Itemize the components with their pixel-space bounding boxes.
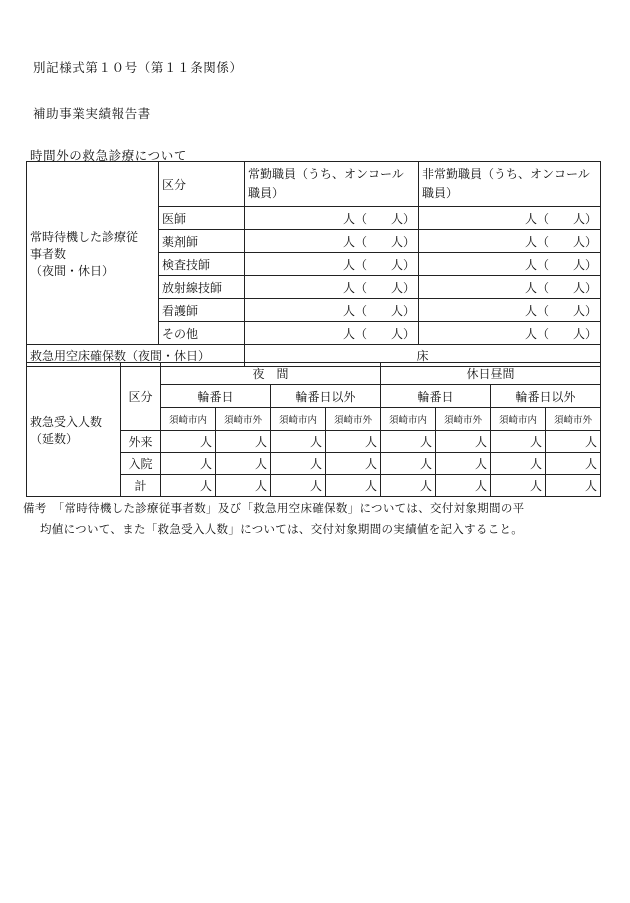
- inside-city-header: 須崎市内: [161, 408, 216, 431]
- night-header: 夜 間: [161, 363, 381, 385]
- patient-count: 人: [381, 453, 436, 475]
- patient-count: 人: [546, 431, 601, 453]
- fulltime-count: 人（ 人）: [245, 299, 419, 322]
- patient-count: 人: [161, 431, 216, 453]
- outside-city-header: 須崎市外: [436, 408, 491, 431]
- section-title: 時間外の救急診療について: [30, 148, 187, 163]
- patient-count: 人: [216, 475, 271, 497]
- staff-role: その他: [159, 322, 245, 345]
- patient-count: 人: [326, 431, 381, 453]
- parttime-header: 非常勤職員（うち、オンコール職員）: [419, 162, 601, 207]
- beds-label: 救急用空床確保数（夜間・休日）: [27, 345, 245, 367]
- patient-count: 人: [326, 475, 381, 497]
- non-duty-day-header: 輪番日以外: [491, 385, 601, 408]
- parttime-count: 人（ 人）: [419, 207, 601, 230]
- outside-city-header: 須崎市外: [546, 408, 601, 431]
- patient-count: 人: [216, 453, 271, 475]
- patient-type: 計: [121, 475, 161, 497]
- patient-count: 人: [271, 453, 326, 475]
- parttime-count: 人（ 人）: [419, 253, 601, 276]
- parttime-count: 人（ 人）: [419, 276, 601, 299]
- patient-count: 人: [161, 475, 216, 497]
- staff-category-header: 区分: [159, 162, 245, 207]
- patient-count: 人: [436, 475, 491, 497]
- non-duty-day-header: 輪番日以外: [271, 385, 381, 408]
- holiday-day-header: 休日昼間: [381, 363, 601, 385]
- fulltime-count: 人（ 人）: [245, 230, 419, 253]
- patient-count: 人: [271, 431, 326, 453]
- staff-role: 放射線技師: [159, 276, 245, 299]
- patient-count: 人: [546, 453, 601, 475]
- note-line-2: 均値について、また「救急受入人数」については、交付対象期間の実績値を記入すること。: [40, 522, 524, 536]
- patient-count: 人: [436, 453, 491, 475]
- staff-role: 検査技師: [159, 253, 245, 276]
- fulltime-count: 人（ 人）: [245, 253, 419, 276]
- patient-count: 人: [491, 453, 546, 475]
- fulltime-count: 人（ 人）: [245, 276, 419, 299]
- fulltime-header: 常勤職員（うち、オンコール職員）: [245, 162, 419, 207]
- patient-type: 外来: [121, 431, 161, 453]
- patient-count: 人: [381, 475, 436, 497]
- patient-count: 人: [436, 431, 491, 453]
- staff-role: 薬剤師: [159, 230, 245, 253]
- parttime-count: 人（ 人）: [419, 322, 601, 345]
- patient-count: 人: [491, 475, 546, 497]
- note-line-1: 備考 「常時待機した診療従事者数」及び「救急用空床確保数」については、交付対象期間の平: [23, 501, 525, 515]
- staff-role: 医師: [159, 207, 245, 230]
- patient-count: 人: [271, 475, 326, 497]
- fulltime-count: 人（ 人）: [245, 322, 419, 345]
- parttime-count: 人（ 人）: [419, 299, 601, 322]
- patients-row-label: 救急受入人数 （延数）: [27, 363, 121, 497]
- inside-city-header: 須崎市内: [271, 408, 326, 431]
- patients-category-header: 区分: [121, 363, 161, 431]
- staff-table: [26, 161, 601, 367]
- inside-city-header: 須崎市内: [381, 408, 436, 431]
- staff-row-label: 常時待機した診療従 事者数 （夜間・休日）: [27, 162, 159, 345]
- parttime-count: 人（ 人）: [419, 230, 601, 253]
- outside-city-header: 須崎市外: [216, 408, 271, 431]
- inside-city-header: 須崎市内: [491, 408, 546, 431]
- duty-day-header: 輪番日: [381, 385, 491, 408]
- patient-count: 人: [326, 453, 381, 475]
- outside-city-header: 須崎市外: [326, 408, 381, 431]
- staff-role: 看護師: [159, 299, 245, 322]
- patient-count: 人: [381, 431, 436, 453]
- form-number: 別記様式第１０号（第１１条関係）: [33, 60, 243, 75]
- patient-count: 人: [491, 431, 546, 453]
- fulltime-count: 人（ 人）: [245, 207, 419, 230]
- report-title: 補助事業実績報告書: [33, 106, 151, 121]
- beds-unit: 床: [245, 345, 601, 367]
- duty-day-header: 輪番日: [161, 385, 271, 408]
- patient-count: 人: [546, 475, 601, 497]
- patient-count: 人: [216, 431, 271, 453]
- patients-table: [26, 362, 601, 497]
- patient-count: 人: [161, 453, 216, 475]
- patient-type: 入院: [121, 453, 161, 475]
